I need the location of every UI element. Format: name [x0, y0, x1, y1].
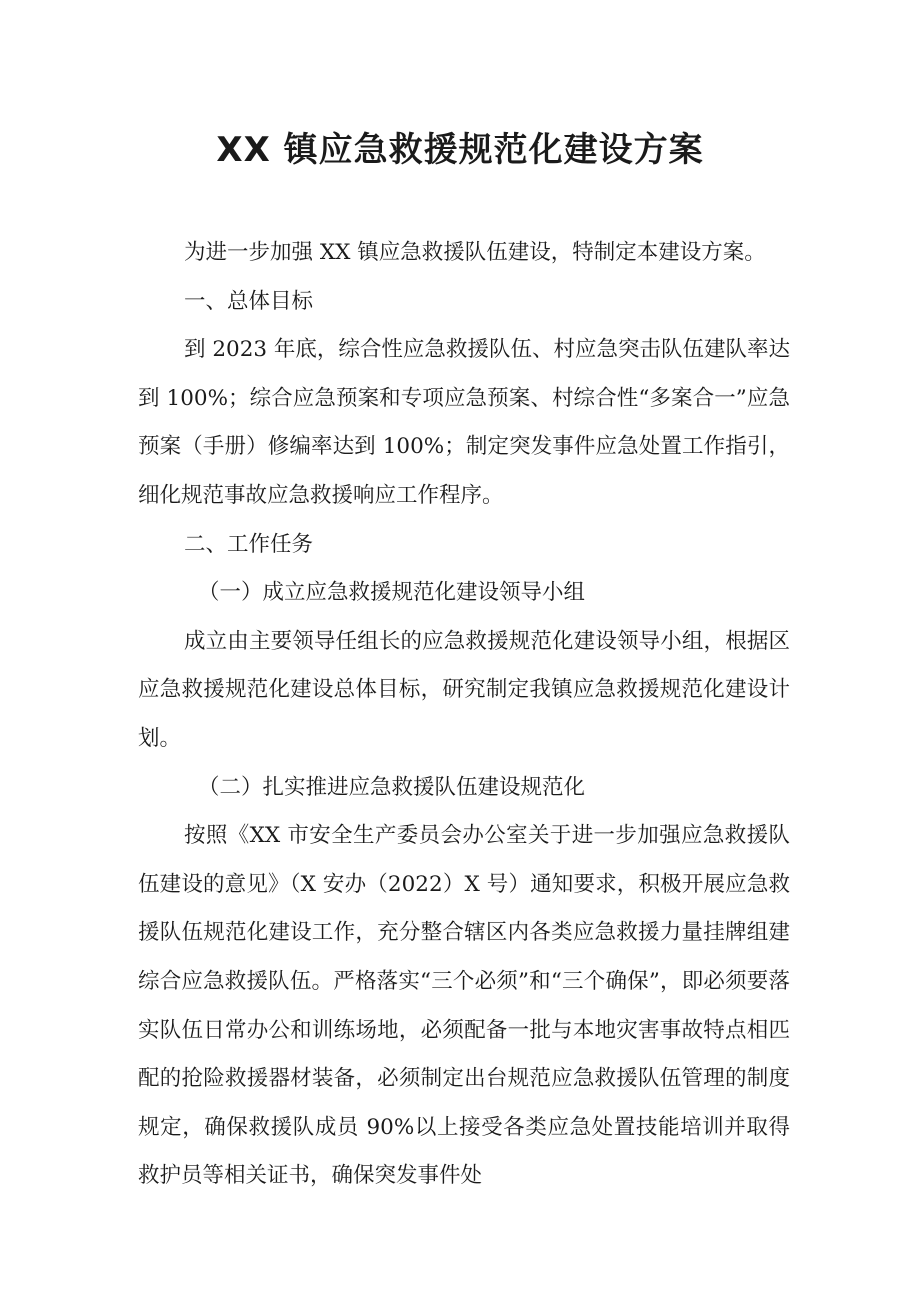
- subsection-heading-2: （二）扎实推进应急救援队伍建设规范化: [198, 774, 586, 800]
- task-2-paragraph: 按照《XX 市安全生产委员会办公室关于进一步加强应急救援队伍建设的意见》（X 安办（2022）X 号）通知要求，积极开展应急救援队伍规范化建设工作，充分整合辖区内各类应急救援力量挂牌组建综合应急救援队伍。严格落实“三个必须”和“三个确保”，即必须要落实队伍日常办公和训练场地，必须配备一批与本地灾害事故特点相匹配的抢险救援器材装备，必须制定出台规范应急救援队伍管理的制度规定，确保救援队成员 90%以上接受各类应急处置技能培训并取得救护员等相关证书，确保突发事件处: [138, 823, 790, 1189]
- section-heading-overall-goal: 一、总体目标: [184, 288, 314, 314]
- goal-paragraph: 到 2023 年底，综合性应急救援队伍、村应急突击队伍建队率达到 100%；综合应急预案和专项应急预案、村综合性“多案合一”应急预案（手册）修编率达到 100%；制定突发事件应急处置工作指引，细化规范事故应急救援响应工作程序。: [138, 337, 790, 508]
- document-title: XX 镇应急救援规范化建设方案: [216, 130, 704, 170]
- task-1-paragraph: 成立由主要领导任组长的应急救援规范化建设领导小组，根据区应急救援规范化建设总体目标，研究制定我镇应急救援规范化建设计划。: [138, 628, 790, 751]
- intro-paragraph: 为进一步加强 XX 镇应急救援队伍建设，特制定本建设方案。: [184, 240, 766, 265]
- document-body: [138, 229, 790, 1201]
- section-heading-tasks: 二、工作任务: [184, 531, 314, 557]
- subsection-heading-1: （一）成立应急救援规范化建设领导小组: [198, 580, 586, 606]
